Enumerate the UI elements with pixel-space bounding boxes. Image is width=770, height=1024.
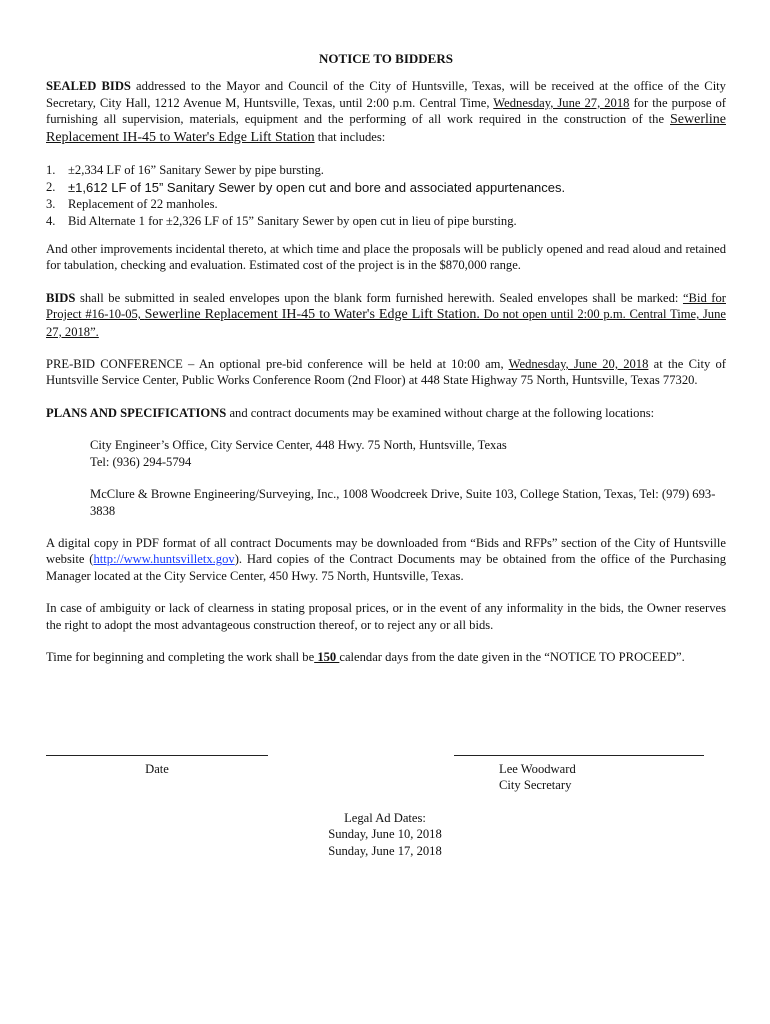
pre-bid-date: Wednesday, June 20, 2018 bbox=[508, 357, 649, 372]
secretary-signature-line bbox=[454, 755, 704, 756]
time-text-2: calendar days from the date given in the “NOTICE TO PROCEED”. bbox=[339, 649, 685, 664]
time-text-1: Time for beginning and completing the work shall be bbox=[46, 649, 315, 664]
legal-ad-date-1: Sunday, June 10, 2018 bbox=[328, 827, 442, 842]
sealed-bids-text-1: addressed to the Mayor and Council of the City of Huntsville, Texas, will be received at the office of the City Secretary, City Hall, 1212 Avenue M, Huntsville, Texas, until 2:00 p.m. Central Time, bbox=[46, 79, 726, 110]
list-item-text: Bid Alternate 1 for ±2,326 LF of 15” Sanitary Sewer by open cut in lieu of pipe bursting. bbox=[68, 214, 517, 229]
list-item bbox=[46, 196, 726, 213]
secretary-name: Lee Woodward bbox=[499, 762, 576, 776]
legal-ad-dates bbox=[0, 810, 770, 859]
list-item-number: 4. bbox=[46, 214, 56, 229]
calendar-days: 150 bbox=[314, 649, 340, 664]
sealed-bids-text-3: that includes: bbox=[314, 129, 386, 144]
date-signature-line bbox=[46, 755, 268, 756]
envelope-marking-1: “Bid for Project #16-10-05, bbox=[46, 290, 726, 322]
work-items-list bbox=[46, 162, 726, 230]
list-item-text: ±2,334 LF of 16” Sanitary Sewer by pipe bursting. bbox=[68, 163, 324, 178]
legal-ad-date-2: Sunday, June 17, 2018 bbox=[328, 843, 442, 858]
ambiguity-paragraph: In case of ambiguity or lack of clearness in stating proposal prices, or in the event of any informality in the bids, the Owner reserves the right to adopt the most advantageous construction thereof, or to reject any or all bids. bbox=[46, 601, 726, 632]
location-phone: Tel: (936) 294-5794 bbox=[90, 454, 192, 469]
list-item-number: 2. bbox=[46, 180, 56, 195]
plans-text: and contract documents may be examined without charge at the following locations: bbox=[226, 405, 655, 420]
pre-bid-text-1: PRE-BID CONFERENCE – An optional pre-bid conference will be held at 10:00 am, bbox=[46, 357, 509, 372]
bids-lead: BIDS bbox=[46, 290, 76, 305]
location-city-engineer bbox=[46, 437, 726, 470]
date-signature bbox=[46, 745, 268, 777]
envelope-marking-2: Sewerline Replacement IH-45 to Water's Edge Lift Station. bbox=[144, 307, 480, 323]
sealed-bids-text-2: for the purpose of furnishing all supervision, materials, equipment and the performing of all work required in the construction of the bbox=[46, 95, 726, 127]
location-address: McClure & Browne Engineering/Surveying, Inc., 1008 Woodcreek Drive, Suite 103, College Station, Texas, Tel: (979) 693-3838 bbox=[90, 487, 716, 518]
list-item bbox=[46, 162, 726, 179]
secretary-title: City Secretary bbox=[499, 778, 572, 793]
document-title: NOTICE TO BIDDERS bbox=[319, 51, 453, 66]
legal-ad-heading: Legal Ad Dates: bbox=[344, 811, 426, 825]
location-address: City Engineer’s Office, City Service Center, 448 Hwy. 75 North, Huntsville, Texas bbox=[90, 438, 507, 453]
project-name: Sewerline Replacement IH-45 to Water's Edge Lift Station bbox=[46, 112, 726, 145]
envelope-marking-3: Do not open until 2:00 p.m. Central Time, June 27, 2018”. bbox=[46, 307, 726, 339]
document-body bbox=[46, 51, 726, 681]
secretary-signature bbox=[454, 745, 704, 794]
signature-block bbox=[46, 745, 726, 805]
pre-bid-paragraph bbox=[46, 356, 726, 389]
plans-lead: PLANS AND SPECIFICATIONS bbox=[46, 405, 227, 420]
sealed-bids-lead: SEALED BIDS bbox=[46, 79, 131, 94]
pre-bid-text-2: at the City of Huntsville Service Center, Public Works Conference Room (2nd Floor) at 448 State Highway 75 North, Huntsville, Texas 77320. bbox=[46, 357, 726, 388]
bid-due-date: Wednesday, June 27, 2018 bbox=[493, 95, 630, 110]
list-item-text: Replacement of 22 manholes. bbox=[68, 197, 218, 212]
time-paragraph bbox=[46, 649, 726, 665]
list-item bbox=[46, 213, 726, 230]
list-item-number: 1. bbox=[46, 163, 56, 178]
date-label: Date bbox=[145, 762, 169, 776]
digital-copy-text-1: A digital copy in PDF format of all contract Documents may be downloaded from “Bids and RFPs” section of the City of Huntsville website ( bbox=[46, 535, 726, 567]
list-item-text: ±1,612 LF of 15” Sanitary Sewer by open cut and bore and associated appurtenances. bbox=[68, 180, 566, 196]
list-item bbox=[46, 179, 726, 196]
bids-text: shall be submitted in sealed envelopes upon the blank form furnished herewith. Sealed envelopes shall be marked: bbox=[75, 290, 683, 305]
plans-paragraph bbox=[46, 405, 726, 421]
list-item-number: 3. bbox=[46, 197, 56, 212]
digital-copy-text-2: ). Hard copies of the Contract Documents may be obtained from the office of the Purchasing Manager located at the City Service Center, 450 Hwy. 75 North, Huntsville, Texas. bbox=[46, 552, 727, 583]
bids-paragraph bbox=[46, 290, 726, 340]
digital-copy-paragraph bbox=[46, 535, 726, 584]
location-mcclure-browne bbox=[46, 486, 726, 519]
city-website-link[interactable]: http://www.huntsvilletx.gov bbox=[93, 552, 235, 567]
sealed-bids-paragraph bbox=[46, 78, 726, 146]
improvements-paragraph: And other improvements incidental thereto, at which time and place the proposals will be publicly opened and read aloud and retained for tabulation, checking and evaluation. Estimated cost of the project is in the $870,000 range. bbox=[46, 242, 726, 273]
